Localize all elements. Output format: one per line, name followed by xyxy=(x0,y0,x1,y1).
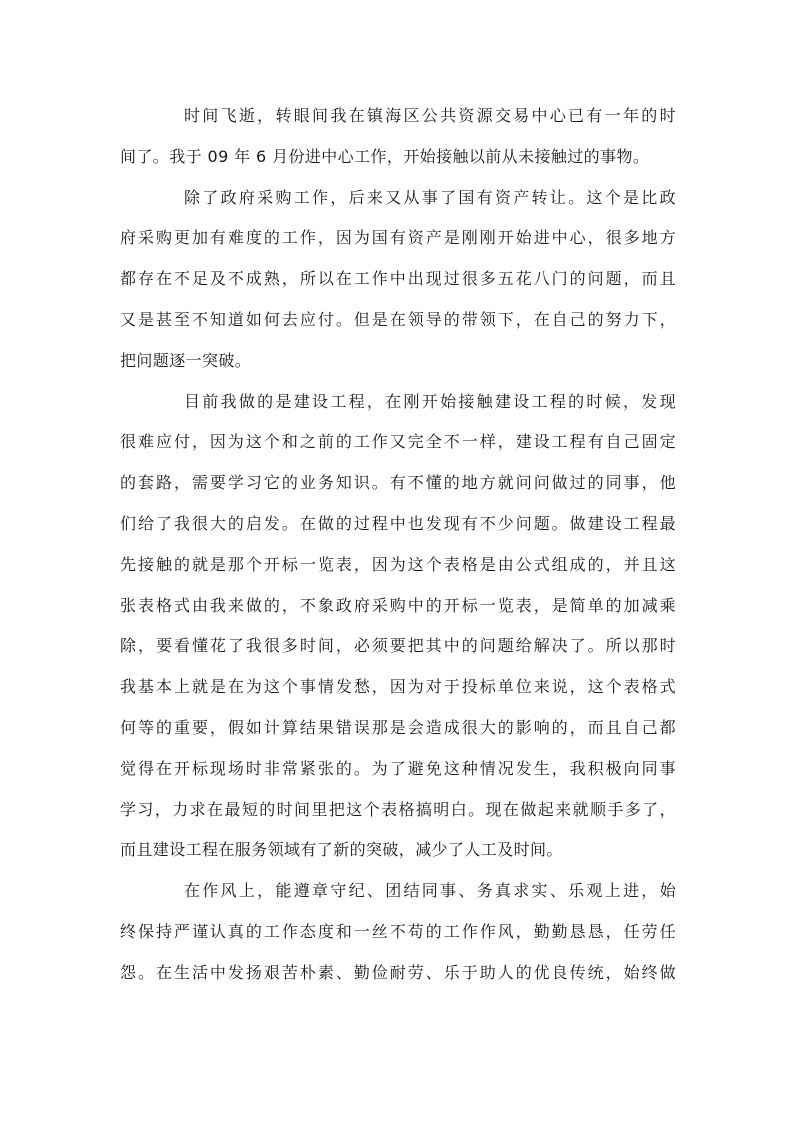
text-line: 把问题逐一突破。 xyxy=(120,350,252,370)
text-line: 除了政府采购工作，后来又从事了国有资产转让。这个是比政 xyxy=(184,187,676,207)
text-line: 间了。我于 09 年 6 月份进中心工作，开始接触以前从未接触过的事物。 xyxy=(120,146,650,166)
paragraph-work-style xyxy=(120,871,676,993)
text-line: 我基本上就是在为这个事情发愁，因为对于投标单位来说，这个表格式 xyxy=(120,677,676,697)
text-line: 怨。在生活中发扬艰苦朴素、勤俭耐劳、乐于助人的优良传统，始终做 xyxy=(120,962,676,982)
document-page xyxy=(120,96,676,994)
text-line: 觉得在开标现场时非常紧张的。为了避免这种情况发生，我积极向同事 xyxy=(120,758,676,778)
text-line: 很难应付，因为这个和之前的工作又完全不一样，建设工程有自己固定 xyxy=(120,432,676,452)
paragraph-procurement xyxy=(120,178,676,382)
text-line: 何等的重要，假如计算结果错误那是会造成很大的影响的，而且自己都 xyxy=(120,717,676,737)
text-line: 学习，力求在最短的时间里把这个表格搞明白。现在做起来就顺手多了， xyxy=(120,799,676,819)
text-line: 目前我做的是建设工程，在刚开始接触建设工程的时候，发现 xyxy=(184,391,676,411)
text-line: 而且建设工程在服务领域有了新的突破，减少了人工及时间。 xyxy=(120,840,563,860)
text-line: 在作风上，能遵章守纪、团结同事、务真求实、乐观上进，始 xyxy=(184,881,676,901)
text-line: 都存在不足及不成熟，所以在工作中出现过很多五花八门的问题，而且 xyxy=(120,269,676,289)
paragraph-intro xyxy=(120,96,676,178)
text-line: 们给了我很大的启发。在做的过程中也发现有不少问题。做建设工程最 xyxy=(120,513,676,533)
text-line: 府采购更加有难度的工作，因为国有资产是刚刚开始进中心，很多地方 xyxy=(120,228,676,248)
text-line: 除，要看懂花了我很多时间，必须要把其中的问题给解决了。所以那时 xyxy=(120,636,676,656)
text-line: 时间飞逝，转眼间我在镇海区公共资源交易中心已有一年的时 xyxy=(184,106,676,125)
text-line: 张表格式由我来做的，不象政府采购中的开标一览表，是简单的加减乘 xyxy=(120,595,676,615)
text-line: 的套路，需要学习它的业务知识。有不懂的地方就问问做过的同事，他 xyxy=(120,473,676,493)
paragraph-construction xyxy=(120,382,676,872)
text-line: 终保持严谨认真的工作态度和一丝不苟的工作作风，勤勤恳恳，任劳任 xyxy=(120,921,676,941)
text-line: 又是甚至不知道如何去应付。但是在领导的带领下，在自己的努力下， xyxy=(120,309,676,329)
text-line: 先接触的就是那个开标一览表，因为这个表格是由公式组成的，并且这 xyxy=(120,554,676,574)
